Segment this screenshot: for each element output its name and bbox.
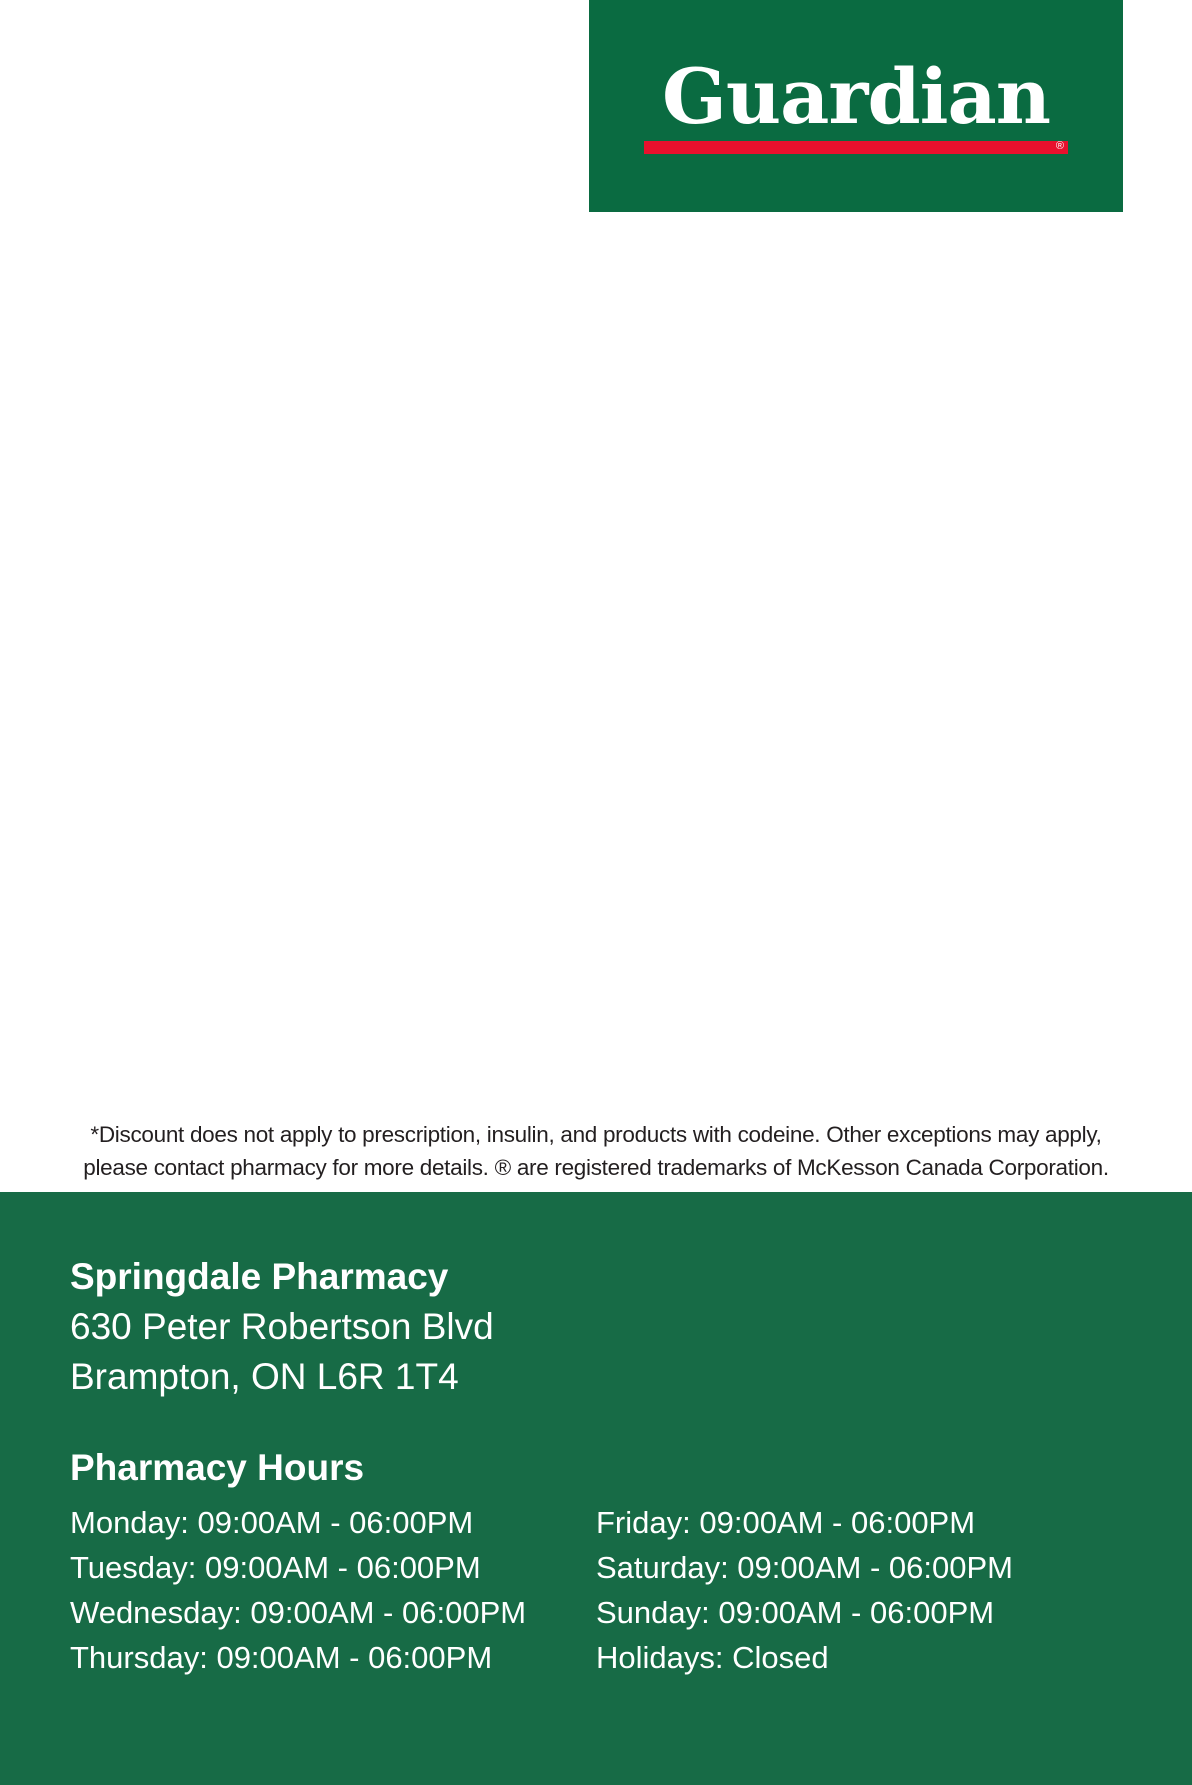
hours-row: Friday: 09:00AM - 06:00PM: [596, 1504, 976, 1540]
pharmacy-hours-heading: Pharmacy Hours: [70, 1446, 365, 1488]
registered-trademark-icon: ®: [1055, 139, 1064, 152]
brand-logo-panel: [589, 0, 1123, 212]
disclaimer-line-1: *Discount does not apply to prescription, insulin, and products with codeine. Other exceptions may apply,: [90, 1122, 1102, 1147]
hours-row: Wednesday: 09:00AM - 06:00PM: [70, 1594, 527, 1630]
pharmacy-hours-column-left: [70, 1500, 596, 1680]
hours-row: Monday: 09:00AM - 06:00PM: [70, 1504, 474, 1540]
brand-underline-bar: [644, 141, 1068, 154]
store-address-line-1: 630 Peter Robertson Blvd: [70, 1305, 494, 1347]
hours-row: Sunday: 09:00AM - 06:00PM: [596, 1594, 995, 1630]
store-name: Springdale Pharmacy: [70, 1256, 449, 1297]
store-address-line-2: Brampton, ON L6R 1T4: [70, 1355, 459, 1397]
hours-row: Thursday: 09:00AM - 06:00PM: [70, 1639, 493, 1675]
hours-row: Tuesday: 09:00AM - 06:00PM: [70, 1549, 481, 1585]
pharmacy-hours-column-right: [596, 1500, 1122, 1680]
content-blank-area: [0, 212, 1192, 1190]
disclaimer-line-2: please contact pharmacy for more details. ® are registered trademarks of McKesson Canada Corporation.: [83, 1155, 1109, 1180]
brand-wordmark: Guardian: [662, 51, 1050, 141]
hours-row: Saturday: 09:00AM - 06:00PM: [596, 1549, 1014, 1585]
hours-row: Holidays: Closed: [596, 1639, 829, 1675]
store-info-footer: [0, 1192, 1192, 1785]
pharmacy-hours-grid: [70, 1500, 1122, 1680]
disclaimer-text: [70, 1118, 1122, 1184]
